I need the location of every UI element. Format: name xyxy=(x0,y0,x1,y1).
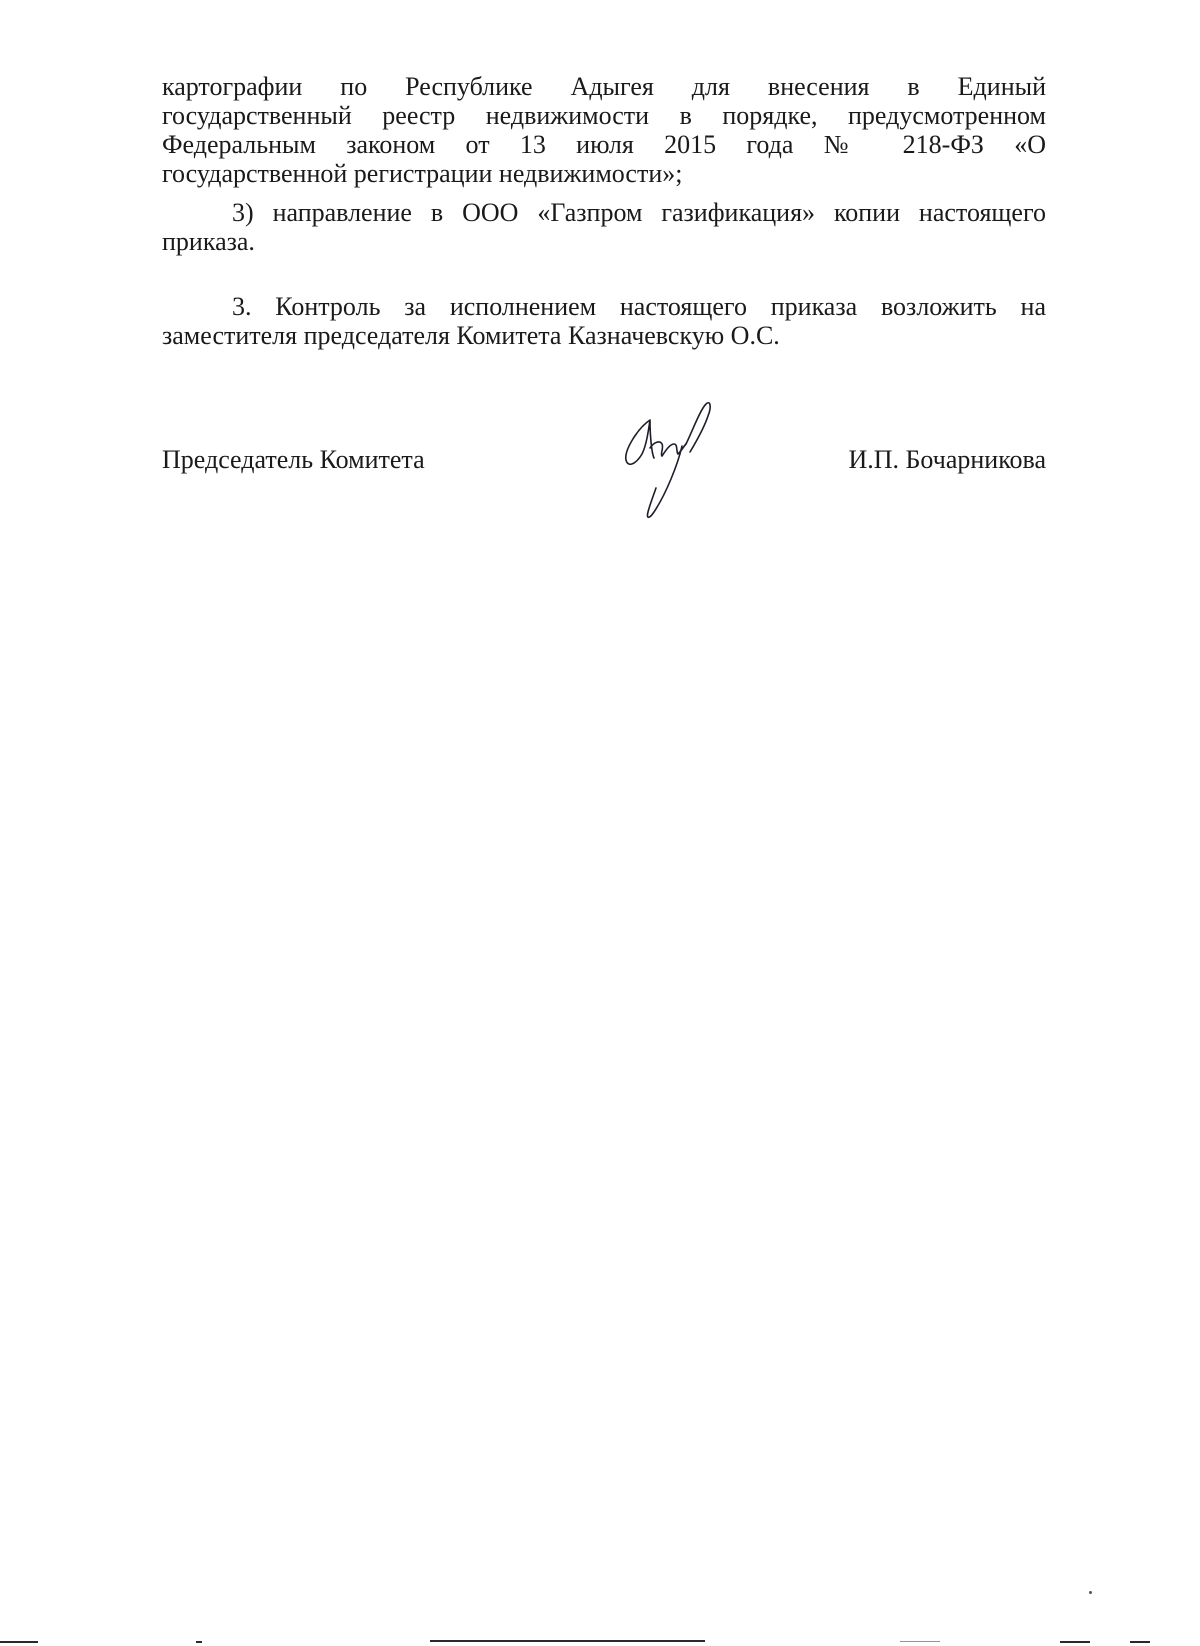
handwritten-signature xyxy=(620,398,735,538)
scan-artifact xyxy=(430,1640,705,1642)
text-line: картографии по Республике Адыгея для внесения в Единый xyxy=(162,72,1046,101)
text-line: приказа. xyxy=(162,227,255,256)
list-item-3 xyxy=(162,198,1046,256)
text-line: 3. Контроль за исполнением настоящего приказа возложить на xyxy=(232,292,1046,321)
text-line: Федеральным законом от 13 июля 2015 года № 218-ФЗ «О xyxy=(162,130,1046,159)
text-line: заместителя председателя Комитета Казначевскую О.С. xyxy=(162,321,780,350)
text-line: 3) направление в ООО «Газпром газификация» копии настоящего xyxy=(232,198,1046,227)
scan-artifact xyxy=(900,1641,940,1642)
paragraph-continuation xyxy=(162,72,1046,188)
scan-artifact xyxy=(0,1641,38,1643)
scan-artifact xyxy=(1130,1641,1150,1643)
signature-block xyxy=(162,445,1046,485)
scan-artifact xyxy=(1089,1591,1092,1594)
signatory-name: И.П. Бочарникова xyxy=(848,445,1046,474)
text-line: государственный реестр недвижимости в порядке, предусмотренном xyxy=(162,101,1046,130)
clause-3 xyxy=(162,292,1046,350)
text-line: государственной регистрации недвижимости»; xyxy=(162,159,683,188)
scan-artifact xyxy=(196,1641,202,1643)
signatory-title: Председатель Комитета xyxy=(162,445,425,474)
scan-artifact xyxy=(1060,1641,1090,1643)
